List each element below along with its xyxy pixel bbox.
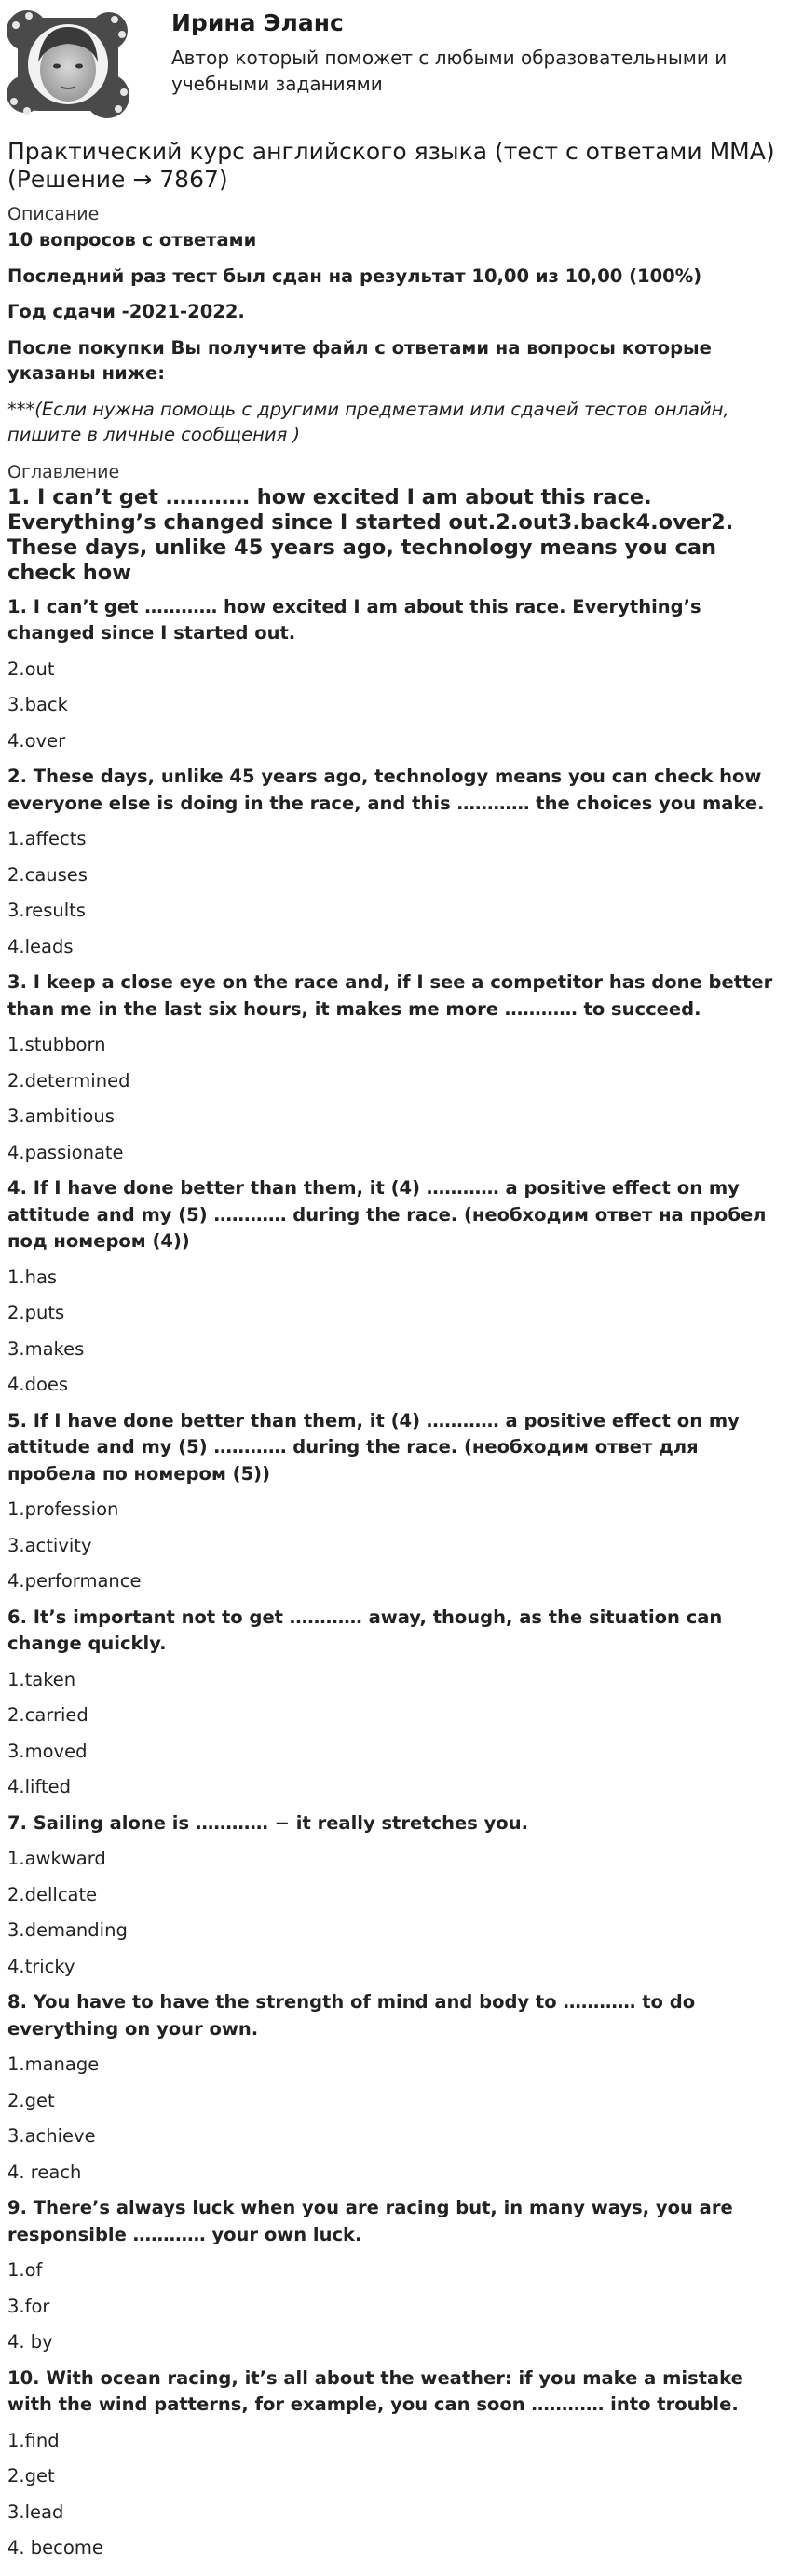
description-line: Последний раз тест был сдан на результат 10,00 из 10,00 (100%) — [7, 264, 702, 287]
answer-option: 4.passionate — [7, 1141, 124, 1163]
question-item — [7, 2195, 782, 2355]
answer-option: 2.dellcate — [7, 1883, 98, 1905]
answer-option: 4. become — [7, 2537, 103, 2558]
answer-option: 2.puts — [7, 1302, 65, 1323]
question-text: 3. I keep a close eye on the race and, if I see a competitor has done better than me in the last six hours, it makes me more ………… to succeed. — [7, 971, 773, 1020]
toc-heading: 1. I can’t get ………… how excited I am about this race. Everything’s changed since I started out.2.out3.back4.over2. These days, unlike 45 years ago, technology means you can check how — [7, 484, 734, 585]
question-text: 4. If I have done better than them, it (4) ………… a positive effect on my attitude and my (5) ………… during the race. (необходим ответ на пробел под номером (4)) — [7, 1177, 767, 1252]
author-avatar[interactable] — [5, 5, 131, 124]
author-header — [0, 0, 789, 130]
answer-option: 3.makes — [7, 1337, 85, 1360]
answer-option: 4. reach — [7, 2161, 82, 2183]
question-text: 9. There’s always luck when you are racing but, in many ways, you are responsible ………… your own luck. — [7, 2197, 733, 2245]
answer-option: 1.profession — [7, 1498, 119, 1520]
answer-option: 1.stubborn — [7, 1034, 106, 1055]
answer-option: 2.get — [7, 2089, 55, 2111]
question-item — [7, 1605, 782, 1800]
description-note: ***(Если нужна помощь с другими предметами или сдачей тестов онлайн, пишите в личные сообщения ) — [7, 398, 729, 445]
answer-option: 2.get — [7, 2465, 55, 2487]
answer-option: 4.over — [7, 729, 66, 752]
question-item — [7, 1175, 782, 1398]
description-line: 10 вопросов с ответами — [7, 229, 257, 251]
question-text: 1. I can’t get ………… how excited I am about this race. Everything’s changed since I started out. — [7, 595, 701, 644]
main-content — [0, 138, 789, 2561]
question-text: 6. It’s important not to get ………… away, though, as the situation can change quickly. — [7, 1606, 723, 1654]
question-text: 2. These days, unlike 45 years ago, technology means you can check how everyone else is doing in the race, and this ………… the choices you make. — [7, 766, 765, 814]
description-line: После покупки Вы получите файл с ответами на вопросы которые указаны ниже: — [7, 336, 712, 384]
answer-option: 3.moved — [7, 1740, 88, 1762]
question-item — [7, 1408, 782, 1594]
question-text: 8. You have to have the strength of mind and body to ………… to do everything on your own. — [7, 1991, 696, 2040]
description-block — [7, 227, 782, 448]
question-item — [7, 764, 782, 959]
question-text: 10. With ocean racing, it’s all about the weather: if you make a mistake with the wind patterns, for example, you can soon ………… into trouble. — [7, 2366, 743, 2415]
answer-option: 2.out — [7, 658, 55, 680]
page-title: Практический курс английского языка (тест с ответами ММА) (Решение → 7867) — [7, 138, 775, 193]
question-item — [7, 1810, 782, 1980]
answer-option: 2.causes — [7, 863, 88, 886]
answer-option: 2.determined — [7, 1069, 130, 1091]
description-label: Описание — [7, 204, 100, 224]
answer-option: 3.achieve — [7, 2125, 96, 2147]
author-description: Автор который поможет с любыми образовательными и учебными заданиями — [171, 47, 728, 95]
answer-option: 4.leads — [7, 935, 74, 957]
question-item — [7, 2366, 782, 2561]
description-line: Год сдачи -2021-2022. — [7, 301, 245, 322]
question-item — [7, 1989, 782, 2185]
answer-option: 3.ambitious — [7, 1105, 115, 1127]
answer-option: 4.performance — [7, 1570, 142, 1592]
answer-option: 3.activity — [7, 1534, 92, 1556]
answer-option: 2.carried — [7, 1704, 88, 1726]
answer-option: 4.does — [7, 1374, 69, 1395]
question-text: 5. If I have done better than them, it (4) ………… a positive effect on my attitude and my (5) ………… during the race. (необходим ответ для пробела по номером (5)) — [7, 1409, 740, 1485]
question-list — [7, 594, 782, 2561]
question-item — [7, 969, 782, 1165]
answer-option: 3.demanding — [7, 1919, 128, 1941]
toc-label: Оглавление — [7, 461, 120, 482]
answer-option: 3.for — [7, 2295, 50, 2317]
answer-option: 3.back — [7, 694, 68, 715]
answer-option: 4. by — [7, 2331, 53, 2352]
answer-option: 3.lead — [7, 2501, 64, 2523]
question-item — [7, 594, 782, 754]
question-text: 7. Sailing alone is ………… − it really stretches you. — [7, 1811, 528, 1834]
answer-option: 1.awkward — [7, 1848, 106, 1869]
answer-option: 1.manage — [7, 2054, 100, 2075]
answer-option: 4.tricky — [7, 1955, 75, 1977]
answer-option: 1.has — [7, 1266, 58, 1288]
author-name[interactable]: Ирина Эланс — [171, 9, 344, 36]
answer-option: 1.of — [7, 2259, 43, 2281]
answer-option: 4.lifted — [7, 1776, 71, 1797]
answer-option: 1.affects — [7, 828, 87, 849]
answer-option: 1.taken — [7, 1668, 76, 1690]
answer-option: 3.results — [7, 900, 86, 921]
answer-option: 1.find — [7, 2429, 60, 2451]
